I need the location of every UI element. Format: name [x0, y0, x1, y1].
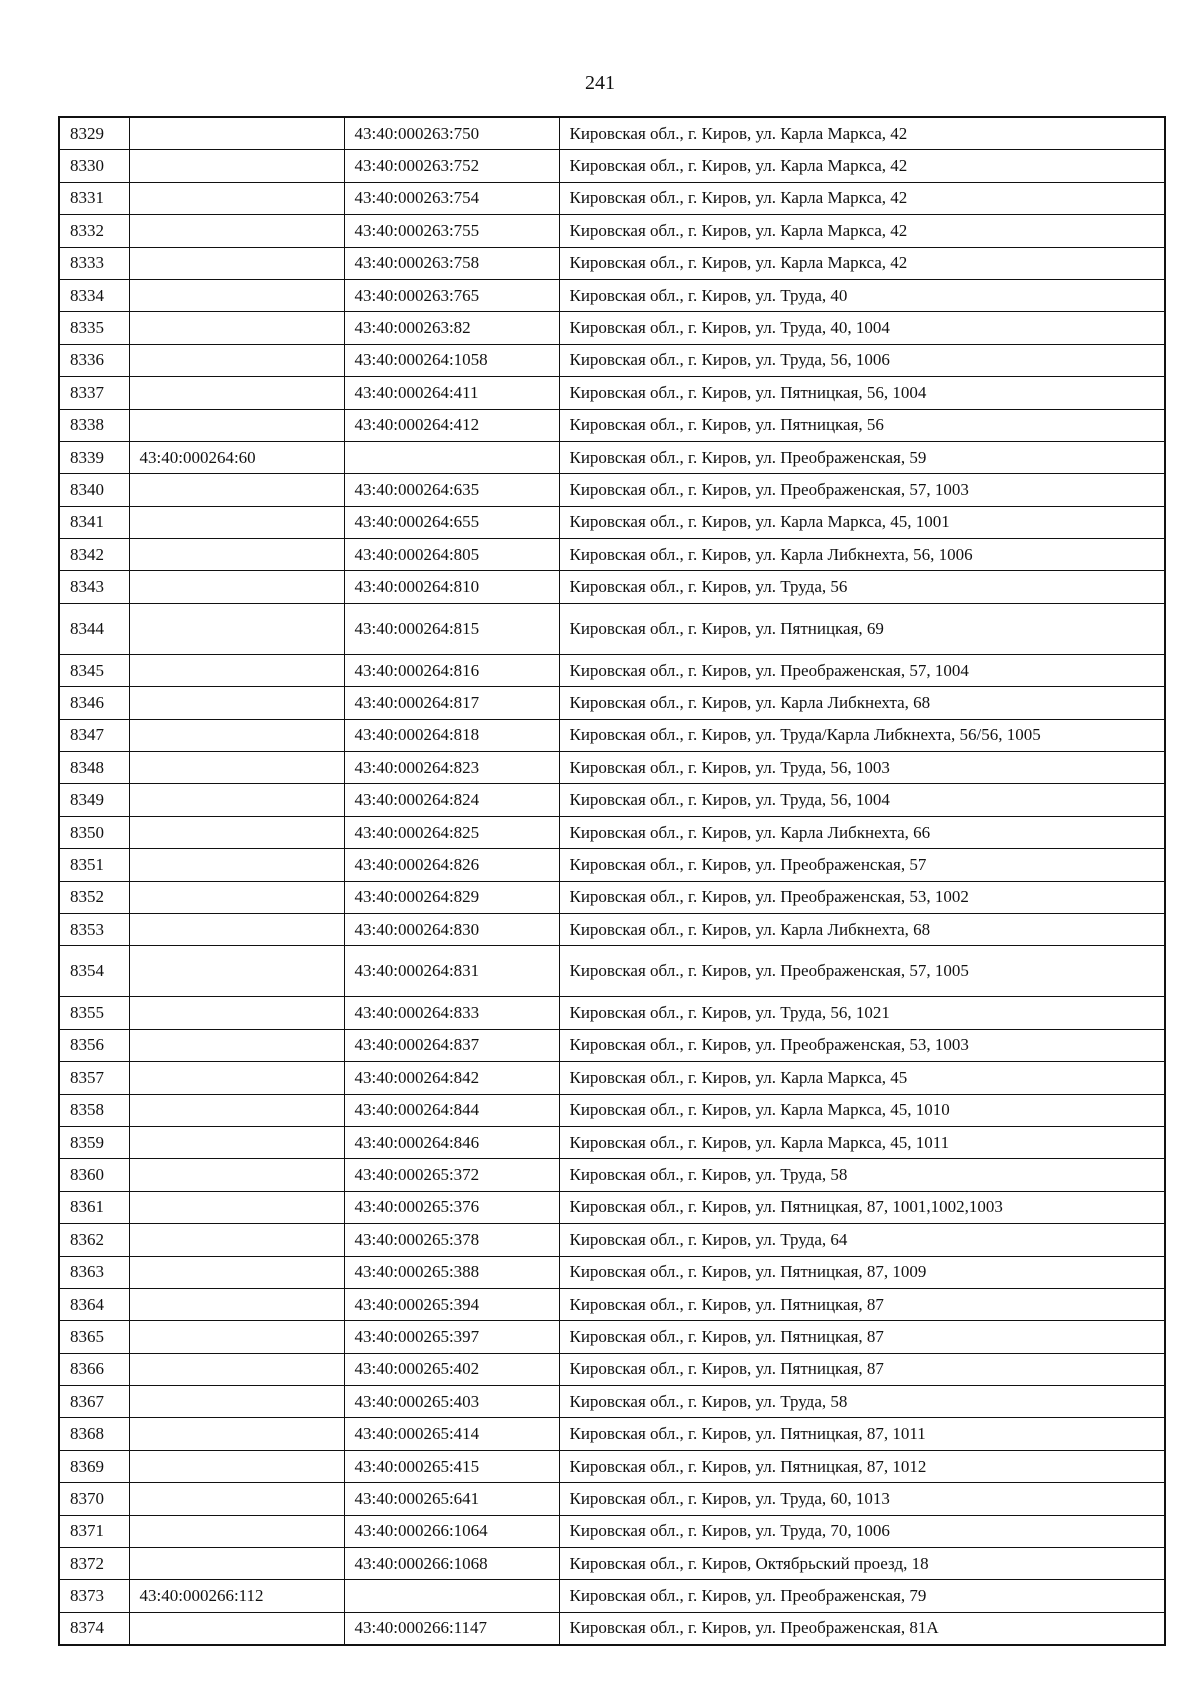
row-number-cell: 8360	[59, 1159, 129, 1191]
address-cell: Кировская обл., г. Киров, ул. Труда, 56	[559, 571, 1165, 603]
address-cell: Кировская обл., г. Киров, ул. Карла Либкнехта, 68	[559, 687, 1165, 719]
row-number-cell: 8355	[59, 997, 129, 1029]
row-number-cell: 8366	[59, 1353, 129, 1385]
row-number-cell: 8370	[59, 1483, 129, 1515]
parcel-number-cell	[129, 1126, 344, 1158]
parcel-number-cell	[129, 603, 344, 654]
registry-rows	[59, 117, 1165, 1645]
table-row	[59, 849, 1165, 881]
row-number-cell: 8334	[59, 279, 129, 311]
parcel-number-cell	[129, 247, 344, 279]
table-row	[59, 913, 1165, 945]
table-row	[59, 1191, 1165, 1223]
table-row	[59, 1483, 1165, 1515]
parcel-number-cell	[129, 1450, 344, 1482]
parcel-number-cell	[129, 719, 344, 751]
address-cell: Кировская обл., г. Киров, ул. Труда, 58	[559, 1386, 1165, 1418]
cadastral-number-cell: 43:40:000264:824	[344, 784, 559, 816]
address-cell: Кировская обл., г. Киров, ул. Преображенская, 57, 1005	[559, 946, 1165, 997]
address-cell: Кировская обл., г. Киров, ул. Преображенская, 57, 1003	[559, 474, 1165, 506]
row-number-cell: 8372	[59, 1548, 129, 1580]
parcel-number-cell	[129, 279, 344, 311]
cadastral-number-cell: 43:40:000264:655	[344, 506, 559, 538]
address-cell: Кировская обл., г. Киров, ул. Труда, 58	[559, 1159, 1165, 1191]
cadastral-number-cell: 43:40:000264:816	[344, 654, 559, 686]
parcel-number-cell: 43:40:000266:112	[129, 1580, 344, 1612]
address-cell: Кировская обл., г. Киров, ул. Труда, 60, 1013	[559, 1483, 1165, 1515]
parcel-number-cell	[129, 1224, 344, 1256]
address-cell: Кировская обл., г. Киров, ул. Труда, 56, 1004	[559, 784, 1165, 816]
row-number-cell: 8335	[59, 312, 129, 344]
table-row	[59, 312, 1165, 344]
address-cell: Кировская обл., г. Киров, ул. Пятницкая, 87, 1001,1002,1003	[559, 1191, 1165, 1223]
address-cell: Кировская обл., г. Киров, Октябрьский проезд, 18	[559, 1548, 1165, 1580]
registry-table	[58, 116, 1166, 1646]
address-cell: Кировская обл., г. Киров, ул. Труда/Карла Либкнехта, 56/56, 1005	[559, 719, 1165, 751]
table-row	[59, 654, 1165, 686]
parcel-number-cell	[129, 215, 344, 247]
row-number-cell: 8373	[59, 1580, 129, 1612]
address-cell: Кировская обл., г. Киров, ул. Карла Либкнехта, 68	[559, 913, 1165, 945]
address-cell: Кировская обл., г. Киров, ул. Карла Маркса, 45	[559, 1062, 1165, 1094]
cadastral-number-cell: 43:40:000265:414	[344, 1418, 559, 1450]
address-cell: Кировская обл., г. Киров, ул. Преображенская, 57	[559, 849, 1165, 881]
row-number-cell: 8353	[59, 913, 129, 945]
cadastral-number-cell: 43:40:000265:388	[344, 1256, 559, 1288]
parcel-number-cell	[129, 1029, 344, 1061]
parcel-number-cell	[129, 571, 344, 603]
cadastral-number-cell: 43:40:000264:844	[344, 1094, 559, 1126]
row-number-cell: 8344	[59, 603, 129, 654]
parcel-number-cell	[129, 117, 344, 150]
row-number-cell: 8359	[59, 1126, 129, 1158]
parcel-number-cell	[129, 377, 344, 409]
row-number-cell: 8343	[59, 571, 129, 603]
cadastral-number-cell: 43:40:000264:412	[344, 409, 559, 441]
cadastral-number-cell: 43:40:000263:765	[344, 279, 559, 311]
cadastral-number-cell: 43:40:000264:823	[344, 752, 559, 784]
cadastral-number-cell: 43:40:000265:372	[344, 1159, 559, 1191]
parcel-number-cell	[129, 539, 344, 571]
address-cell: Кировская обл., г. Киров, ул. Карла Маркса, 45, 1010	[559, 1094, 1165, 1126]
parcel-number-cell	[129, 752, 344, 784]
parcel-number-cell	[129, 1386, 344, 1418]
address-cell: Кировская обл., г. Киров, ул. Труда, 40, 1004	[559, 312, 1165, 344]
address-cell: Кировская обл., г. Киров, ул. Карла Маркса, 42	[559, 215, 1165, 247]
cadastral-number-cell: 43:40:000264:837	[344, 1029, 559, 1061]
address-cell: Кировская обл., г. Киров, ул. Пятницкая, 56, 1004	[559, 377, 1165, 409]
cadastral-number-cell: 43:40:000265:397	[344, 1321, 559, 1353]
table-row	[59, 344, 1165, 376]
parcel-number-cell	[129, 687, 344, 719]
row-number-cell: 8340	[59, 474, 129, 506]
row-number-cell: 8349	[59, 784, 129, 816]
address-cell: Кировская обл., г. Киров, ул. Труда, 56, 1006	[559, 344, 1165, 376]
row-number-cell: 8363	[59, 1256, 129, 1288]
cadastral-number-cell: 43:40:000263:755	[344, 215, 559, 247]
row-number-cell: 8342	[59, 539, 129, 571]
parcel-number-cell	[129, 913, 344, 945]
row-number-cell: 8332	[59, 215, 129, 247]
row-number-cell: 8336	[59, 344, 129, 376]
parcel-number-cell	[129, 1191, 344, 1223]
table-row	[59, 182, 1165, 214]
table-row	[59, 1515, 1165, 1547]
cadastral-number-cell: 43:40:000265:641	[344, 1483, 559, 1515]
cadastral-number-cell: 43:40:000264:830	[344, 913, 559, 945]
table-row	[59, 1450, 1165, 1482]
parcel-number-cell	[129, 1321, 344, 1353]
table-row	[59, 1256, 1165, 1288]
parcel-number-cell	[129, 654, 344, 686]
table-row	[59, 1029, 1165, 1061]
cadastral-number-cell: 43:40:000265:376	[344, 1191, 559, 1223]
parcel-number-cell	[129, 1288, 344, 1320]
table-row	[59, 1612, 1165, 1645]
row-number-cell: 8358	[59, 1094, 129, 1126]
address-cell: Кировская обл., г. Киров, ул. Пятницкая, 56	[559, 409, 1165, 441]
parcel-number-cell	[129, 1094, 344, 1126]
address-cell: Кировская обл., г. Киров, ул. Труда, 40	[559, 279, 1165, 311]
table-row	[59, 1224, 1165, 1256]
table-row	[59, 1126, 1165, 1158]
address-cell: Кировская обл., г. Киров, ул. Труда, 56, 1003	[559, 752, 1165, 784]
row-number-cell: 8362	[59, 1224, 129, 1256]
address-cell: Кировская обл., г. Киров, ул. Пятницкая, 87	[559, 1288, 1165, 1320]
address-cell: Кировская обл., г. Киров, ул. Карла Маркса, 45, 1011	[559, 1126, 1165, 1158]
cadastral-number-cell: 43:40:000264:635	[344, 474, 559, 506]
cadastral-number-cell: 43:40:000264:829	[344, 881, 559, 913]
parcel-number-cell	[129, 150, 344, 182]
row-number-cell: 8371	[59, 1515, 129, 1547]
cadastral-number-cell	[344, 1580, 559, 1612]
cadastral-number-cell: 43:40:000263:758	[344, 247, 559, 279]
address-cell: Кировская обл., г. Киров, ул. Карла Маркса, 42	[559, 247, 1165, 279]
address-cell: Кировская обл., г. Киров, ул. Карла Либкнехта, 56, 1006	[559, 539, 1165, 571]
cadastral-number-cell: 43:40:000264:825	[344, 816, 559, 848]
table-row	[59, 409, 1165, 441]
row-number-cell: 8364	[59, 1288, 129, 1320]
table-row	[59, 997, 1165, 1029]
table-row	[59, 441, 1165, 473]
address-cell: Кировская обл., г. Киров, ул. Пятницкая, 87	[559, 1321, 1165, 1353]
table-row	[59, 1386, 1165, 1418]
cadastral-number-cell: 43:40:000265:378	[344, 1224, 559, 1256]
parcel-number-cell	[129, 312, 344, 344]
address-cell: Кировская обл., г. Киров, ул. Пятницкая, 87, 1012	[559, 1450, 1165, 1482]
row-number-cell: 8346	[59, 687, 129, 719]
cadastral-number-cell: 43:40:000264:810	[344, 571, 559, 603]
table-row	[59, 1062, 1165, 1094]
address-cell: Кировская обл., г. Киров, ул. Преображенская, 79	[559, 1580, 1165, 1612]
table-row	[59, 1288, 1165, 1320]
cadastral-number-cell: 43:40:000264:842	[344, 1062, 559, 1094]
row-number-cell: 8354	[59, 946, 129, 997]
row-number-cell: 8338	[59, 409, 129, 441]
row-number-cell: 8352	[59, 881, 129, 913]
table-row	[59, 539, 1165, 571]
row-number-cell: 8369	[59, 1450, 129, 1482]
row-number-cell: 8350	[59, 816, 129, 848]
cadastral-number-cell: 43:40:000264:818	[344, 719, 559, 751]
address-cell: Кировская обл., г. Киров, ул. Карла Маркса, 42	[559, 182, 1165, 214]
table-row	[59, 603, 1165, 654]
cadastral-number-cell: 43:40:000263:750	[344, 117, 559, 150]
row-number-cell: 8341	[59, 506, 129, 538]
row-number-cell: 8337	[59, 377, 129, 409]
row-number-cell: 8365	[59, 1321, 129, 1353]
cadastral-number-cell: 43:40:000265:403	[344, 1386, 559, 1418]
row-number-cell: 8333	[59, 247, 129, 279]
address-cell: Кировская обл., г. Киров, ул. Преображенская, 53, 1003	[559, 1029, 1165, 1061]
parcel-number-cell	[129, 474, 344, 506]
parcel-number-cell	[129, 1612, 344, 1645]
row-number-cell: 8339	[59, 441, 129, 473]
table-row	[59, 881, 1165, 913]
cadastral-number-cell: 43:40:000266:1064	[344, 1515, 559, 1547]
table-row	[59, 1353, 1165, 1385]
table-row	[59, 506, 1165, 538]
cadastral-number-cell: 43:40:000265:402	[344, 1353, 559, 1385]
table-row	[59, 752, 1165, 784]
address-cell: Кировская обл., г. Киров, ул. Пятницкая, 87	[559, 1353, 1165, 1385]
cadastral-number-cell: 43:40:000264:831	[344, 946, 559, 997]
parcel-number-cell	[129, 1159, 344, 1191]
address-cell: Кировская обл., г. Киров, ул. Преображенская, 59	[559, 441, 1165, 473]
table-row	[59, 1094, 1165, 1126]
page-number: 241	[585, 72, 615, 94]
table-row	[59, 1159, 1165, 1191]
cadastral-number-cell: 43:40:000263:82	[344, 312, 559, 344]
row-number-cell: 8374	[59, 1612, 129, 1645]
address-cell: Кировская обл., г. Киров, ул. Карла Маркса, 45, 1001	[559, 506, 1165, 538]
address-cell: Кировская обл., г. Киров, ул. Карла Либкнехта, 66	[559, 816, 1165, 848]
parcel-number-cell	[129, 849, 344, 881]
parcel-number-cell	[129, 1548, 344, 1580]
row-number-cell: 8345	[59, 654, 129, 686]
parcel-number-cell	[129, 1515, 344, 1547]
cadastral-number-cell: 43:40:000264:826	[344, 849, 559, 881]
parcel-number-cell	[129, 946, 344, 997]
parcel-number-cell	[129, 784, 344, 816]
cadastral-number-cell: 43:40:000263:754	[344, 182, 559, 214]
address-cell: Кировская обл., г. Киров, ул. Преображенская, 53, 1002	[559, 881, 1165, 913]
cadastral-number-cell: 43:40:000264:1058	[344, 344, 559, 376]
parcel-number-cell	[129, 816, 344, 848]
parcel-number-cell	[129, 1353, 344, 1385]
parcel-number-cell	[129, 344, 344, 376]
cadastral-number-cell: 43:40:000265:415	[344, 1450, 559, 1482]
table-row	[59, 1580, 1165, 1612]
parcel-number-cell	[129, 506, 344, 538]
cadastral-number-cell: 43:40:000264:846	[344, 1126, 559, 1158]
cadastral-number-cell: 43:40:000264:817	[344, 687, 559, 719]
address-cell: Кировская обл., г. Киров, ул. Труда, 64	[559, 1224, 1165, 1256]
address-cell: Кировская обл., г. Киров, ул. Преображенская, 57, 1004	[559, 654, 1165, 686]
table-row	[59, 117, 1165, 150]
table-row	[59, 687, 1165, 719]
row-number-cell: 8330	[59, 150, 129, 182]
cadastral-number-cell: 43:40:000264:815	[344, 603, 559, 654]
table-row	[59, 719, 1165, 751]
table-row	[59, 946, 1165, 997]
address-cell: Кировская обл., г. Киров, ул. Труда, 56, 1021	[559, 997, 1165, 1029]
cadastral-number-cell: 43:40:000263:752	[344, 150, 559, 182]
row-number-cell: 8357	[59, 1062, 129, 1094]
parcel-number-cell	[129, 182, 344, 214]
address-cell: Кировская обл., г. Киров, ул. Труда, 70, 1006	[559, 1515, 1165, 1547]
address-cell: Кировская обл., г. Киров, ул. Пятницкая, 69	[559, 603, 1165, 654]
table-row	[59, 377, 1165, 409]
table-row	[59, 784, 1165, 816]
table-row	[59, 150, 1165, 182]
parcel-number-cell	[129, 1062, 344, 1094]
parcel-number-cell	[129, 1418, 344, 1450]
table-row	[59, 1418, 1165, 1450]
table-row	[59, 215, 1165, 247]
address-cell: Кировская обл., г. Киров, ул. Пятницкая, 87, 1009	[559, 1256, 1165, 1288]
cadastral-number-cell: 43:40:000264:411	[344, 377, 559, 409]
parcel-number-cell	[129, 881, 344, 913]
parcel-number-cell	[129, 997, 344, 1029]
cadastral-number-cell	[344, 441, 559, 473]
row-number-cell: 8331	[59, 182, 129, 214]
table-row	[59, 474, 1165, 506]
address-cell: Кировская обл., г. Киров, ул. Карла Маркса, 42	[559, 117, 1165, 150]
parcel-number-cell	[129, 1483, 344, 1515]
cadastral-number-cell: 43:40:000264:805	[344, 539, 559, 571]
table-row	[59, 279, 1165, 311]
row-number-cell: 8356	[59, 1029, 129, 1061]
table-row	[59, 1321, 1165, 1353]
table-row	[59, 247, 1165, 279]
table-row	[59, 571, 1165, 603]
row-number-cell: 8361	[59, 1191, 129, 1223]
table-row	[59, 1548, 1165, 1580]
cadastral-number-cell: 43:40:000266:1147	[344, 1612, 559, 1645]
address-cell: Кировская обл., г. Киров, ул. Преображенская, 81А	[559, 1612, 1165, 1645]
parcel-number-cell	[129, 409, 344, 441]
row-number-cell: 8367	[59, 1386, 129, 1418]
row-number-cell: 8351	[59, 849, 129, 881]
address-cell: Кировская обл., г. Киров, ул. Карла Маркса, 42	[559, 150, 1165, 182]
cadastral-number-cell: 43:40:000264:833	[344, 997, 559, 1029]
cadastral-number-cell: 43:40:000265:394	[344, 1288, 559, 1320]
parcel-number-cell: 43:40:000264:60	[129, 441, 344, 473]
table-row	[59, 816, 1165, 848]
row-number-cell: 8348	[59, 752, 129, 784]
row-number-cell: 8347	[59, 719, 129, 751]
address-cell: Кировская обл., г. Киров, ул. Пятницкая, 87, 1011	[559, 1418, 1165, 1450]
parcel-number-cell	[129, 1256, 344, 1288]
row-number-cell: 8329	[59, 117, 129, 150]
row-number-cell: 8368	[59, 1418, 129, 1450]
cadastral-number-cell: 43:40:000266:1068	[344, 1548, 559, 1580]
